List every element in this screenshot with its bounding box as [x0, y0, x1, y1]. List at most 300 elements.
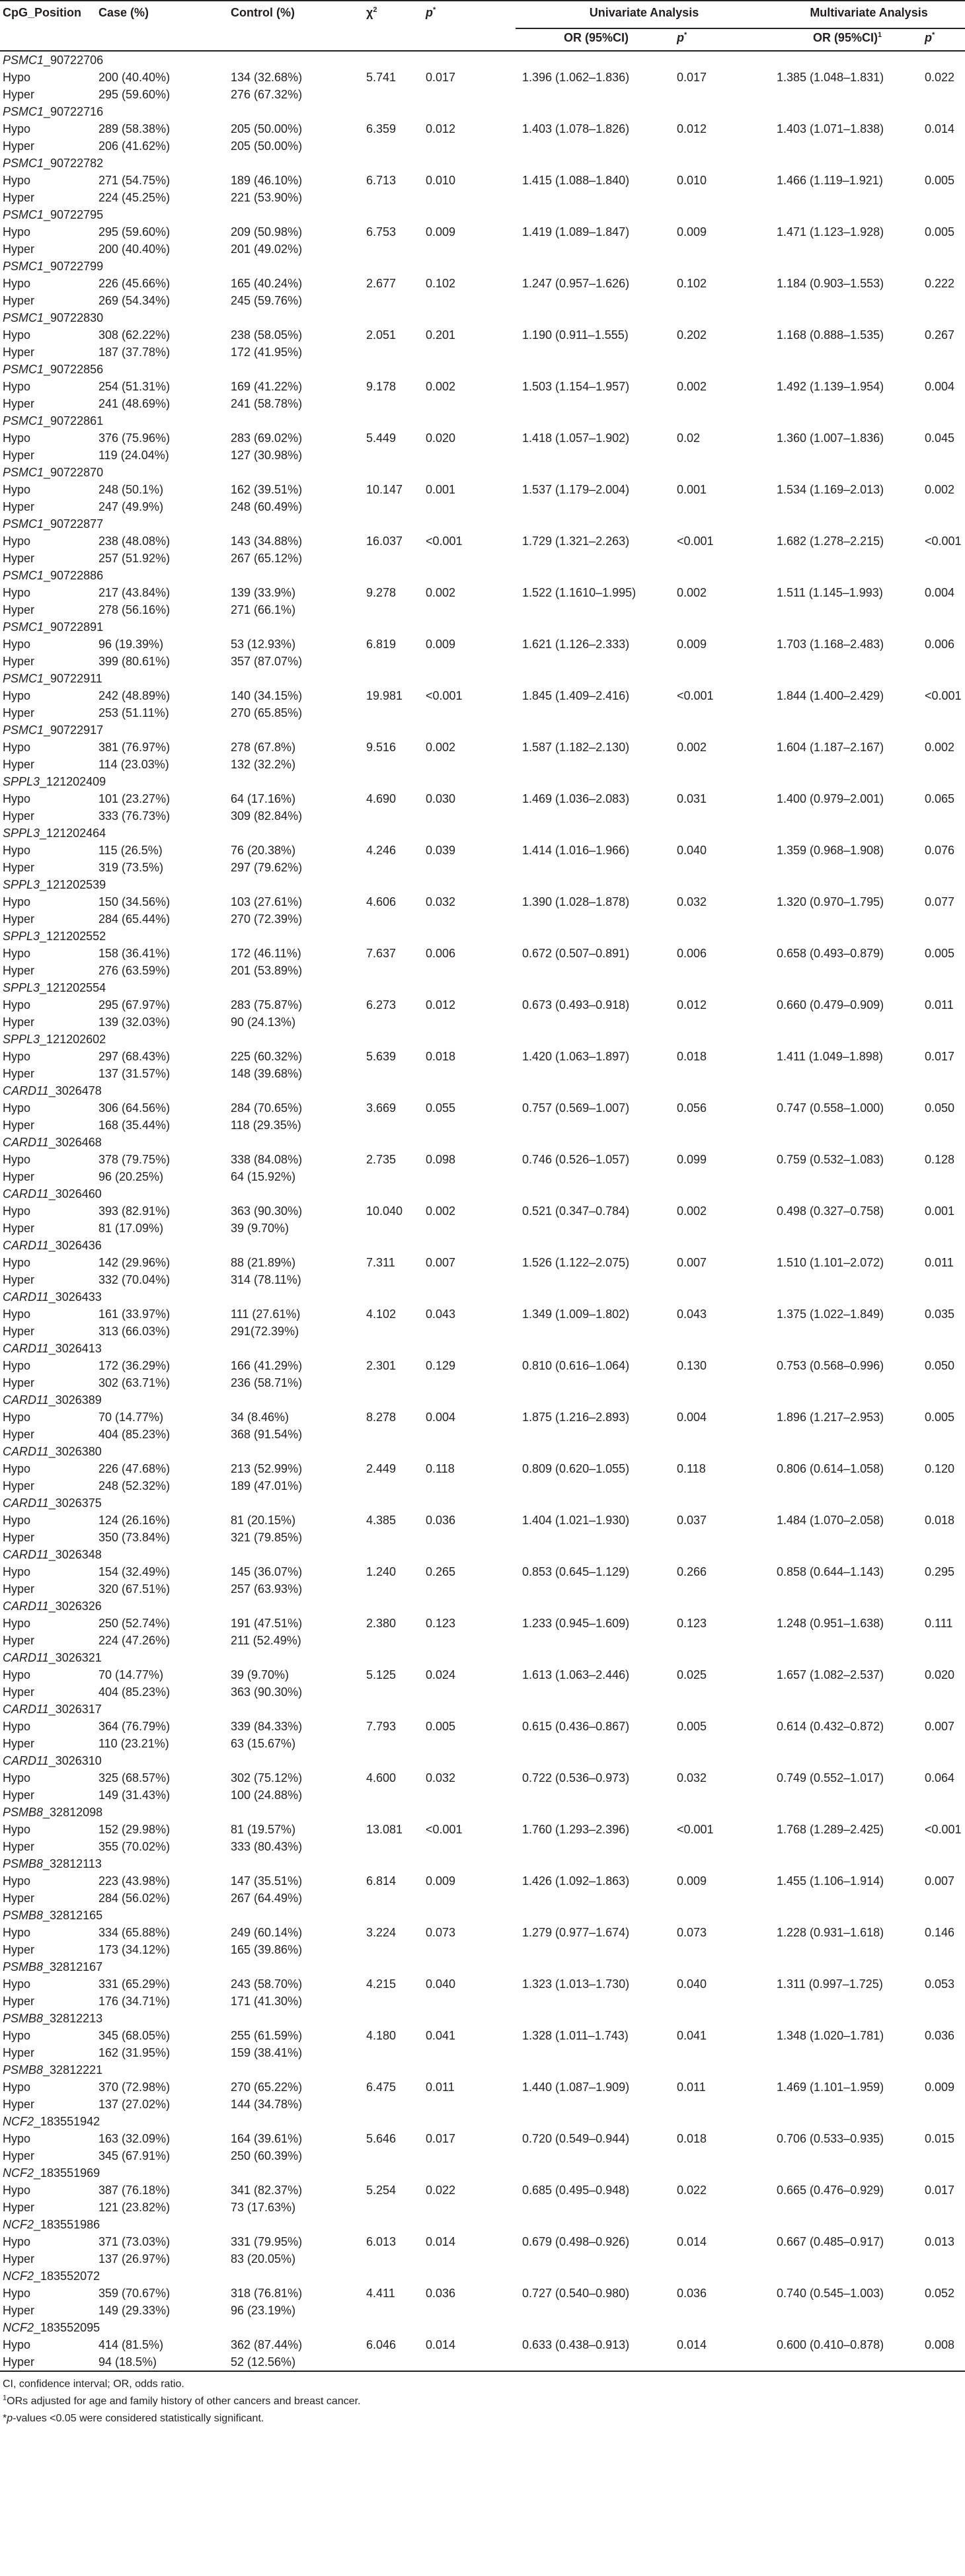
cell-col-7: 1.168 (0.888–1.535)	[777, 328, 884, 342]
hypo-row	[0, 1099, 965, 1117]
cpg-position-row	[0, 721, 965, 739]
cell-col-8: 0.050	[925, 1101, 955, 1115]
cell-col-8	[922, 704, 965, 721]
cell-col-3: 9.278	[366, 586, 397, 599]
cell-col-7: 0.667 (0.485–0.917)	[777, 2235, 884, 2248]
cell-col-4	[423, 1220, 516, 1237]
cpg-position-row	[0, 2010, 965, 2027]
cell-col-6	[674, 1941, 770, 1958]
position-suffix: _3026433	[48, 1290, 102, 1304]
hyper-row	[0, 756, 965, 773]
hyper-row	[0, 2147, 965, 2164]
cell-col-0: Hyper	[3, 964, 35, 977]
cell-col-1: 187 (37.78%)	[98, 346, 171, 359]
cell-col-5	[516, 2302, 674, 2319]
cpg-position-label	[0, 1649, 965, 1666]
gene-name: CARD11	[3, 1445, 49, 1458]
hyper-row	[0, 1168, 965, 1185]
cell-col-5	[516, 1271, 674, 1288]
hypo-row	[0, 1202, 965, 1220]
cell-col-8: 0.007	[925, 1720, 955, 1733]
hypo-row	[0, 326, 965, 344]
cell-col-7	[770, 550, 922, 567]
cpg-position-row	[0, 1443, 965, 1460]
cell-col-0: Hyper	[3, 294, 35, 307]
cell-col-3	[364, 1374, 423, 1391]
hypo-row	[0, 1872, 965, 1890]
cell-col-6: 0.056	[677, 1101, 707, 1115]
cell-col-2: 271 (66.1%)	[231, 603, 296, 616]
cpg-position-row	[0, 1855, 965, 1872]
hyper-row	[0, 2250, 965, 2267]
cell-col-3	[364, 1580, 423, 1598]
cell-col-1: 319 (73.5%)	[98, 861, 164, 874]
cell-col-6: 0.014	[677, 2235, 707, 2248]
cell-col-3: 6.013	[366, 2235, 397, 2248]
cell-col-7: 1.228 (0.931–1.618)	[777, 1926, 884, 1939]
cell-col-4: 0.011	[426, 2080, 455, 2094]
cell-col-1: 226 (45.66%)	[98, 277, 171, 290]
cell-col-4: 0.010	[426, 174, 456, 187]
cell-col-7: 1.768 (1.289–2.425)	[777, 1823, 884, 1836]
hyper-row	[0, 1580, 965, 1598]
cell-col-8: 0.011	[925, 998, 954, 1012]
cell-col-0: Hyper	[3, 912, 35, 926]
cell-col-7: 1.604 (1.187–2.167)	[777, 741, 884, 754]
hypo-row	[0, 69, 965, 86]
cell-col-4	[423, 1271, 516, 1288]
cell-col-5	[516, 1477, 674, 1494]
cell-col-0: Hypo	[3, 2338, 31, 2351]
cell-col-3	[364, 1529, 423, 1546]
hyper-row	[0, 2302, 965, 2319]
cell-col-6: 0.001	[677, 483, 707, 496]
position-suffix: _121202409	[40, 775, 106, 788]
cell-col-2: 363 (90.30%)	[231, 1204, 303, 1218]
cell-col-8: 0.267	[925, 328, 955, 342]
cell-col-2: 189 (47.01%)	[231, 1479, 303, 1492]
cpg-position-row	[0, 103, 965, 120]
cell-col-1: 404 (85.23%)	[98, 1685, 171, 1699]
cell-col-0: Hypo	[3, 1514, 31, 1527]
cell-col-5: 1.247 (0.957–1.626)	[522, 277, 630, 290]
position-suffix: _90722861	[44, 414, 104, 427]
cell-col-4: <0.001	[426, 1823, 463, 1836]
cell-col-2: 221 (53.90%)	[231, 191, 303, 204]
cell-col-2: 201 (53.89%)	[231, 964, 303, 977]
cell-col-1: 302 (63.71%)	[98, 1376, 171, 1389]
hyper-row	[0, 550, 965, 567]
cell-col-1: 115 (26.5%)	[98, 844, 163, 857]
cell-col-8: 0.013	[925, 2235, 955, 2248]
cell-col-1: 345 (67.91%)	[98, 2149, 171, 2162]
cell-col-8: 0.065	[925, 792, 955, 805]
cell-col-4: 0.012	[426, 122, 456, 135]
cell-col-6: 0.017	[677, 71, 707, 84]
cell-col-8: 0.005	[925, 1411, 955, 1424]
cell-col-5: 1.503 (1.154–1.957)	[522, 380, 630, 393]
cell-col-4: 0.022	[426, 2184, 456, 2197]
cell-col-8	[922, 1477, 965, 1494]
cell-col-1: 381 (76.97%)	[98, 741, 171, 754]
cell-col-8: 0.036	[925, 2029, 955, 2042]
cell-col-0: Hypo	[3, 1153, 31, 1166]
cell-col-4: 0.002	[426, 586, 456, 599]
cell-col-6	[674, 1735, 770, 1752]
cell-col-2: 134 (32.68%)	[231, 71, 303, 84]
cell-col-2: 147 (35.51%)	[231, 1874, 303, 1888]
cell-col-1: 306 (64.56%)	[98, 1101, 171, 1115]
cpg-position-label	[0, 876, 965, 893]
cell-col-2: 144 (34.78%)	[231, 2098, 303, 2111]
cell-col-4	[423, 1117, 516, 1134]
cell-col-7	[770, 2353, 922, 2371]
cpg-position-label	[0, 1185, 965, 1202]
cell-col-4: 0.036	[426, 2287, 456, 2300]
cell-col-8: <0.001	[925, 689, 962, 702]
cell-col-0: Hyper	[3, 1582, 35, 1596]
cell-col-6	[674, 86, 770, 103]
cell-col-4	[423, 1013, 516, 1031]
position-suffix: _3026310	[48, 1754, 102, 1767]
cell-col-2: 245 (59.76%)	[231, 294, 303, 307]
hypo-row	[0, 1769, 965, 1786]
cell-col-6: 0.009	[677, 225, 707, 239]
gene-name: PSMC1	[3, 260, 44, 273]
cell-col-8	[922, 1323, 965, 1340]
hyper-row	[0, 2044, 965, 2061]
cpg-position-row	[0, 876, 965, 893]
gene-name: PSMC1	[3, 105, 44, 118]
cell-col-2: 357 (87.07%)	[231, 655, 303, 668]
position-suffix: _90722706	[44, 54, 104, 67]
cell-col-2: 172 (46.11%)	[231, 947, 301, 960]
gene-name: PSMC1	[3, 672, 44, 685]
cell-col-8	[922, 1735, 965, 1752]
cell-col-4	[423, 756, 516, 773]
cell-col-7: 1.492 (1.139–1.954)	[777, 380, 884, 393]
gene-name: PSMC1	[3, 723, 44, 737]
cell-col-2: 255 (61.59%)	[231, 2029, 303, 2042]
cell-col-4: 0.014	[426, 2338, 456, 2351]
cell-col-5: 0.685 (0.495–0.948)	[522, 2184, 630, 2197]
gene-name: NCF2	[3, 2321, 34, 2334]
cpg-position-row	[0, 361, 965, 378]
cell-col-6: <0.001	[677, 1823, 714, 1836]
hyper-row	[0, 653, 965, 670]
cell-col-0: Hypo	[3, 328, 31, 342]
cell-col-0: Hyper	[3, 1788, 35, 1802]
cell-col-1: 334 (65.88%)	[98, 1926, 171, 1939]
cell-col-0: Hypo	[3, 741, 31, 754]
cell-col-7	[770, 601, 922, 618]
cell-col-4	[423, 1838, 516, 1855]
header-cpg: CpG_Position	[0, 1, 96, 28]
cell-col-1: 250 (52.74%)	[98, 1617, 171, 1630]
cell-col-8: 0.004	[925, 380, 955, 393]
cell-col-8: 0.011	[925, 1256, 954, 1269]
gene-name: NCF2	[3, 2269, 34, 2283]
cell-col-1: 114 (23.03%)	[98, 758, 169, 771]
cpg-position-label	[0, 721, 965, 739]
hyper-row	[0, 1890, 965, 1907]
cell-col-8	[922, 910, 965, 928]
cell-col-3	[364, 2199, 423, 2216]
cell-col-7	[770, 1374, 922, 1391]
cpg-position-label	[0, 206, 965, 223]
cell-col-5	[516, 395, 674, 412]
cell-col-8	[922, 1993, 965, 2010]
cell-col-1: 150 (34.56%)	[98, 895, 171, 908]
cell-col-8	[922, 447, 965, 464]
cell-col-5	[516, 1529, 674, 1546]
cell-col-6	[674, 1168, 770, 1185]
cell-col-8	[922, 344, 965, 361]
cell-col-2: 362 (87.44%)	[231, 2338, 303, 2351]
cell-col-4: 0.007	[426, 1256, 456, 1269]
cell-col-8: 0.050	[925, 1359, 955, 1372]
cell-col-1: 297 (68.43%)	[98, 1050, 171, 1063]
cell-col-4: 0.118	[426, 1462, 455, 1475]
cell-col-2: 164 (39.61%)	[231, 2132, 303, 2145]
cpg-position-label	[0, 464, 965, 481]
cell-col-3: 5.125	[366, 1668, 397, 1681]
cell-col-3	[364, 1271, 423, 1288]
gene-name: CARD11	[3, 1651, 49, 1664]
cell-col-4	[423, 1941, 516, 1958]
cell-col-5: 0.853 (0.645–1.129)	[522, 1565, 630, 1578]
cell-col-7: 1.511 (1.145–1.993)	[777, 586, 883, 599]
cell-col-5	[516, 1013, 674, 1031]
cell-col-5	[516, 550, 674, 567]
cell-col-7: 0.759 (0.532–1.083)	[777, 1153, 884, 1166]
cell-col-1: 325 (68.57%)	[98, 1771, 171, 1785]
hyper-row	[0, 1426, 965, 1443]
cell-col-2: 103 (27.61%)	[231, 895, 303, 908]
cell-col-4: 0.032	[426, 1771, 456, 1785]
cell-col-6	[674, 189, 770, 206]
cell-col-5: 0.521 (0.347–0.784)	[522, 1204, 630, 1218]
hyper-row	[0, 1786, 965, 1804]
cell-col-6	[674, 1683, 770, 1701]
cell-col-1: 162 (31.95%)	[98, 2046, 171, 2059]
cpg-position-label	[0, 1494, 965, 1512]
cell-col-5: 1.522 (1.1610–1.995)	[522, 586, 637, 599]
cell-col-2: 118 (29.35%)	[231, 1119, 301, 1132]
cell-col-5: 1.845 (1.409–2.416)	[522, 689, 630, 702]
cell-col-6: 0.009	[677, 1874, 707, 1888]
cell-col-7	[770, 292, 922, 309]
cell-col-1: 94 (18.5%)	[96, 2353, 228, 2371]
cpg-position-row	[0, 1134, 965, 1151]
gene-name: PSMB8	[3, 2063, 44, 2077]
cell-col-6	[674, 395, 770, 412]
cell-col-0: Hyper	[3, 1943, 35, 1956]
cell-col-7: 1.184 (0.903–1.553)	[777, 277, 884, 290]
cell-col-4: 0.009	[426, 225, 456, 239]
hypo-row	[0, 2285, 965, 2302]
cell-col-3	[364, 1993, 423, 2010]
cell-col-0: Hypo	[3, 534, 31, 548]
cpg-position-row	[0, 2267, 965, 2285]
cell-col-2: 267 (64.49%)	[231, 1892, 303, 1905]
cell-col-2: 148 (39.68%)	[231, 1067, 303, 1080]
cell-col-8	[922, 1580, 965, 1598]
cell-col-8: 0.077	[925, 895, 955, 908]
cell-col-4	[423, 447, 516, 464]
cell-col-3: 6.819	[366, 638, 397, 651]
cell-col-7	[770, 2302, 922, 2319]
cell-col-8: 0.001	[925, 1204, 955, 1218]
hypo-row	[0, 687, 965, 704]
cell-col-5: 0.809 (0.620–1.055)	[522, 1462, 630, 1475]
cell-col-7	[770, 1580, 922, 1598]
hypo-row	[0, 1563, 965, 1580]
cell-col-2: 236 (58.71%)	[231, 1376, 303, 1389]
cell-col-4	[423, 2044, 516, 2061]
cell-col-4: 0.017	[426, 2132, 456, 2145]
cell-col-2: 331 (79.95%)	[231, 2235, 303, 2248]
cell-col-4: 0.201	[426, 328, 456, 342]
cpg-position-label	[0, 1391, 965, 1409]
cpg-position-row	[0, 618, 965, 636]
cell-col-4	[423, 859, 516, 876]
cell-col-4	[423, 2199, 516, 2216]
cell-col-5: 1.426 (1.092–1.863)	[522, 1874, 630, 1888]
cell-col-7: 1.471 (1.123–1.928)	[777, 225, 884, 239]
cell-col-3	[364, 2353, 423, 2371]
cell-col-7	[770, 1941, 922, 1958]
cpg-position-label	[0, 2113, 965, 2130]
hypo-row	[0, 1821, 965, 1838]
cell-col-8	[922, 1374, 965, 1391]
cell-col-8: 0.005	[925, 174, 955, 187]
cell-col-0: Hypo	[3, 1411, 31, 1424]
hypo-row	[0, 1357, 965, 1374]
cell-col-3	[364, 1632, 423, 1649]
cell-col-5	[516, 1117, 674, 1134]
cell-col-8: 0.076	[925, 844, 955, 857]
cell-col-2: 201 (49.02%)	[231, 242, 303, 256]
cell-col-8: 0.053	[925, 1977, 955, 1991]
cell-col-2: 297 (79.62%)	[231, 861, 303, 874]
cell-col-6	[674, 240, 770, 258]
table-body	[0, 51, 965, 2371]
cell-col-2: 64 (15.92%)	[231, 1170, 296, 1183]
cell-col-4: 0.039	[426, 844, 456, 857]
cell-col-7: 1.455 (1.106–1.914)	[777, 1874, 884, 1888]
cell-col-4	[423, 344, 516, 361]
cell-col-1: 168 (35.44%)	[98, 1119, 171, 1132]
cell-col-2: 169 (41.22%)	[231, 380, 303, 393]
cell-col-4: 0.005	[426, 1720, 456, 1733]
cell-col-5	[516, 807, 674, 825]
cell-col-1: 276 (63.59%)	[98, 964, 171, 977]
cell-col-1: 284 (56.02%)	[98, 1892, 171, 1905]
cpg-position-row	[0, 1958, 965, 1975]
cell-col-2: 249 (60.14%)	[231, 1926, 303, 1939]
position-suffix: _183552072	[34, 2269, 100, 2283]
gene-name: NCF2	[3, 2218, 34, 2231]
cell-col-1: 101 (23.27%)	[98, 792, 171, 805]
cell-col-0: Hypo	[3, 431, 31, 445]
cell-col-1: 253 (51.11%)	[98, 706, 169, 719]
cell-col-7	[770, 1786, 922, 1804]
position-suffix: _3026413	[48, 1342, 102, 1355]
cell-col-0: Hypo	[3, 1771, 31, 1785]
cell-col-6: 0.002	[677, 741, 707, 754]
cell-col-5: 0.746 (0.526–1.057)	[522, 1153, 630, 1166]
cell-col-8: <0.001	[925, 1823, 962, 1836]
cpg-position-label	[0, 1340, 965, 1357]
cell-col-4: 0.036	[426, 1514, 456, 1527]
cell-col-6	[674, 292, 770, 309]
cell-col-2: 270 (65.22%)	[231, 2080, 303, 2094]
cell-col-0: Hyper	[3, 1685, 35, 1699]
cell-col-2: 241 (58.78%)	[231, 397, 303, 410]
cell-col-4: 0.055	[426, 1101, 456, 1115]
cell-col-0: Hypo	[3, 638, 31, 651]
cell-col-4	[423, 550, 516, 567]
cell-col-1: 200 (40.40%)	[98, 71, 171, 84]
cell-col-5: 0.727 (0.540–0.980)	[522, 2287, 630, 2300]
cell-col-7: 0.665 (0.476–0.929)	[777, 2184, 884, 2197]
cell-col-7	[770, 1632, 922, 1649]
cell-col-0: Hypo	[3, 1101, 31, 1115]
cell-col-8: 0.146	[925, 1926, 955, 1939]
cell-col-2: 96 (23.19%)	[231, 2304, 296, 2317]
cell-col-1: 137 (27.02%)	[98, 2098, 171, 2111]
cell-col-3: 4.246	[366, 844, 397, 857]
cell-col-7	[770, 240, 922, 258]
position-suffix: _121202552	[40, 930, 106, 943]
cell-col-2: 127 (30.98%)	[231, 449, 303, 462]
cell-col-3: 5.254	[366, 2184, 397, 2197]
cell-col-6	[674, 1065, 770, 1082]
cell-col-1: 387 (76.18%)	[98, 2184, 171, 2197]
cell-col-6	[674, 756, 770, 773]
cell-col-7	[770, 859, 922, 876]
cell-col-1: 241 (48.69%)	[98, 397, 171, 410]
cell-col-0: Hypo	[3, 71, 31, 84]
cell-col-0: Hypo	[3, 1462, 31, 1475]
cpg-position-label	[0, 773, 965, 790]
cell-col-8: 0.017	[925, 2184, 955, 2197]
cell-col-8: 0.045	[925, 431, 955, 445]
position-suffix: _121202539	[40, 878, 106, 891]
cell-col-0: Hyper	[3, 2201, 35, 2214]
cell-col-1: 154 (32.49%)	[98, 1565, 171, 1578]
cell-col-2: 191 (47.51%)	[231, 1617, 303, 1630]
cell-col-8	[922, 653, 965, 670]
cell-col-5: 1.415 (1.088–1.840)	[522, 174, 630, 187]
gene-name: PSMC1	[3, 363, 44, 376]
cell-col-5	[516, 1993, 674, 2010]
cpg-position-row	[0, 1804, 965, 1821]
cell-col-2: 83 (20.05%)	[231, 2252, 296, 2265]
cell-col-1: 257 (51.92%)	[98, 552, 171, 565]
cell-col-3	[364, 292, 423, 309]
cell-col-2: 34 (8.46%)	[231, 1411, 290, 1424]
cell-col-0: Hyper	[3, 346, 35, 359]
cell-col-3	[364, 86, 423, 103]
cell-col-6: 0.202	[677, 328, 707, 342]
cell-col-8: 0.128	[925, 1153, 955, 1166]
cell-col-7: 0.614 (0.432–0.872)	[777, 1720, 884, 1733]
cell-col-0: Hyper	[3, 1892, 35, 1905]
cell-col-2: 309 (82.84%)	[231, 809, 303, 823]
cell-col-7: 1.534 (1.169–2.013)	[777, 483, 884, 496]
